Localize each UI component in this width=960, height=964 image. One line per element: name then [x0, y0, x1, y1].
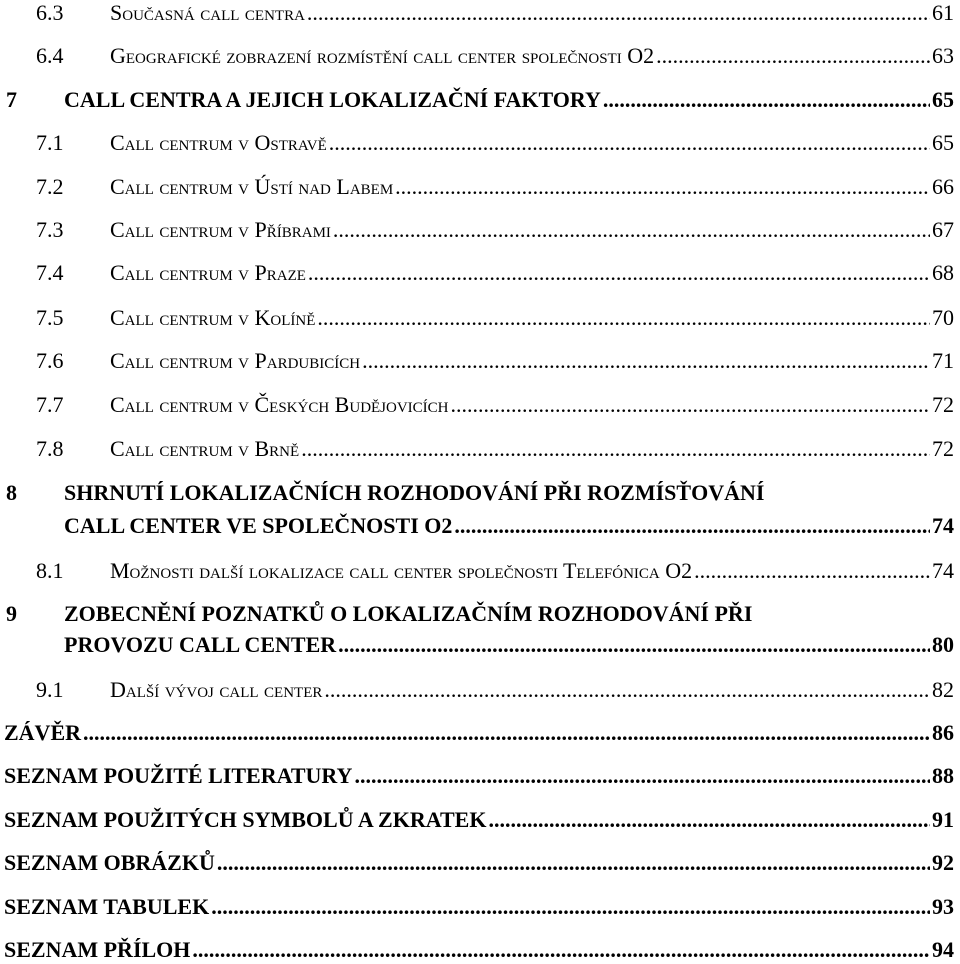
toc-entry[interactable] [4, 765, 954, 787]
toc-entry[interactable] [4, 896, 954, 918]
toc-page-number: 91 [932, 807, 954, 832]
toc-title: SEZNAM PŘÍLOH [4, 937, 191, 962]
toc-page-number: 67 [932, 217, 954, 242]
toc-leader [338, 634, 930, 656]
toc-page-number: 65 [932, 87, 954, 112]
toc-page-number: 71 [932, 348, 954, 373]
toc-title: Další vývoj call center [110, 677, 323, 702]
toc-number: 9.1 [36, 677, 64, 702]
toc-title: ZÁVĚR [4, 720, 82, 745]
toc-entry[interactable] [36, 219, 954, 241]
toc-title: SHRNUTÍ LOKALIZAČNÍCH ROZHODOVÁNÍ PŘI ROZMÍSŤOVÁNÍ [64, 480, 765, 505]
toc-leader [488, 809, 930, 831]
toc-entry[interactable] [4, 722, 954, 744]
toc-number: 7.1 [36, 130, 64, 155]
toc-entry-line1[interactable] [6, 603, 954, 625]
toc-entry[interactable] [36, 176, 954, 198]
toc-entry[interactable] [36, 262, 954, 284]
toc-page-number: 66 [932, 174, 954, 199]
toc-leader [308, 262, 930, 284]
toc-entry[interactable] [6, 89, 954, 111]
toc-page-number: 74 [932, 513, 954, 538]
toc-title: ZOBECNĚNÍ POZNATKŮ O LOKALIZAČNÍM ROZHODOVÁNÍ PŘI [64, 601, 753, 626]
toc-entry[interactable] [36, 679, 954, 701]
toc-page-number: 92 [932, 850, 954, 875]
toc-title: Možnosti další lokalizace call center společnosti Telefónica O2 [110, 558, 693, 583]
toc-number: 8 [6, 480, 17, 505]
toc-number: 7.2 [36, 174, 64, 199]
toc-page-number: 70 [932, 305, 954, 330]
toc-page-number: 93 [932, 894, 954, 919]
toc-page-number: 68 [932, 260, 954, 285]
toc-number: 7.3 [36, 217, 64, 242]
toc-entry[interactable] [36, 132, 954, 154]
toc-number: 7.6 [36, 348, 64, 373]
toc-page-number: 72 [932, 436, 954, 461]
toc-title-continued: PROVOZU CALL CENTER [64, 632, 337, 657]
toc-page-number: 94 [932, 937, 954, 962]
toc-leader [192, 939, 930, 961]
toc-leader [362, 350, 930, 372]
toc-page-number: 86 [932, 720, 954, 745]
toc-title: Call centrum v Ústí nad Labem [110, 174, 394, 199]
toc-leader [333, 219, 930, 241]
toc-title-continued: CALL CENTER VE SPOLEČNOSTI O2 [64, 513, 453, 538]
toc-title: Call centrum v Pardubicích [110, 348, 361, 373]
toc-number: 7.8 [36, 436, 64, 461]
toc-entry[interactable] [4, 809, 954, 831]
toc-entry[interactable] [36, 45, 954, 67]
toc-leader [694, 560, 930, 582]
toc-page-number: 61 [932, 0, 954, 25]
toc-title: SEZNAM TABULEK [4, 894, 210, 919]
toc-title: CALL CENTRA A JEJICH LOKALIZAČNÍ FAKTORY [64, 87, 601, 112]
toc-title: Současná call centra [110, 0, 305, 25]
toc-entry-line2[interactable] [64, 515, 954, 537]
toc-number: 9 [6, 601, 17, 626]
toc-title: Call centrum v Brně [110, 436, 300, 461]
toc-number: 7.4 [36, 260, 64, 285]
toc-leader [83, 722, 930, 744]
toc-leader [217, 852, 930, 874]
toc-page-number: 72 [932, 392, 954, 417]
toc-number: 7.7 [36, 392, 64, 417]
toc-title: SEZNAM POUŽITÉ LITERATURY [4, 763, 353, 788]
toc-leader [329, 132, 930, 154]
toc-title: Call centrum v Kolíně [110, 305, 316, 330]
toc-page-number: 63 [932, 43, 954, 68]
toc-leader [395, 176, 930, 198]
toc-page-number: 88 [932, 763, 954, 788]
toc-page-number: 65 [932, 130, 954, 155]
toc-leader [603, 89, 930, 111]
toc-entry[interactable] [36, 350, 954, 372]
toc-entry[interactable] [36, 2, 954, 24]
toc-leader [307, 2, 930, 24]
toc-leader [451, 394, 930, 416]
toc-leader [354, 765, 930, 787]
toc-title: Geografické zobrazení rozmístění call center společnosti O2 [110, 43, 655, 68]
toc-entry[interactable] [36, 307, 954, 329]
toc-entry[interactable] [36, 438, 954, 460]
toc-number: 6.4 [36, 43, 64, 68]
toc-number: 7.5 [36, 305, 64, 330]
toc-title: SEZNAM POUŽITÝCH SYMBOLŮ A ZKRATEK [4, 807, 487, 832]
toc-page-number: 80 [932, 632, 954, 657]
toc-entry[interactable] [4, 939, 954, 961]
toc-number: 8.1 [36, 558, 64, 583]
toc-title: SEZNAM OBRÁZKŮ [4, 850, 215, 875]
toc-entry[interactable] [36, 394, 954, 416]
toc-page-number: 74 [932, 558, 954, 583]
toc-entry[interactable] [4, 852, 954, 874]
toc-leader [301, 438, 930, 460]
toc-number: 7 [6, 87, 17, 112]
toc-leader [454, 515, 930, 537]
toc-title: Call centrum v Českých Budějovicích [110, 392, 449, 417]
toc-title: Call centrum v Ostravě [110, 130, 327, 155]
toc-title: Call centrum v Příbrami [110, 217, 331, 242]
toc-leader [211, 896, 930, 918]
toc-leader [317, 307, 930, 329]
toc-entry[interactable] [36, 560, 954, 582]
toc-page-number: 82 [932, 677, 954, 702]
toc-title: Call centrum v Praze [110, 260, 306, 285]
toc-entry-line1[interactable] [6, 482, 954, 504]
toc-entry-line2[interactable] [64, 634, 954, 656]
toc-leader [324, 679, 930, 701]
toc-number: 6.3 [36, 0, 64, 25]
toc-leader [656, 45, 930, 67]
